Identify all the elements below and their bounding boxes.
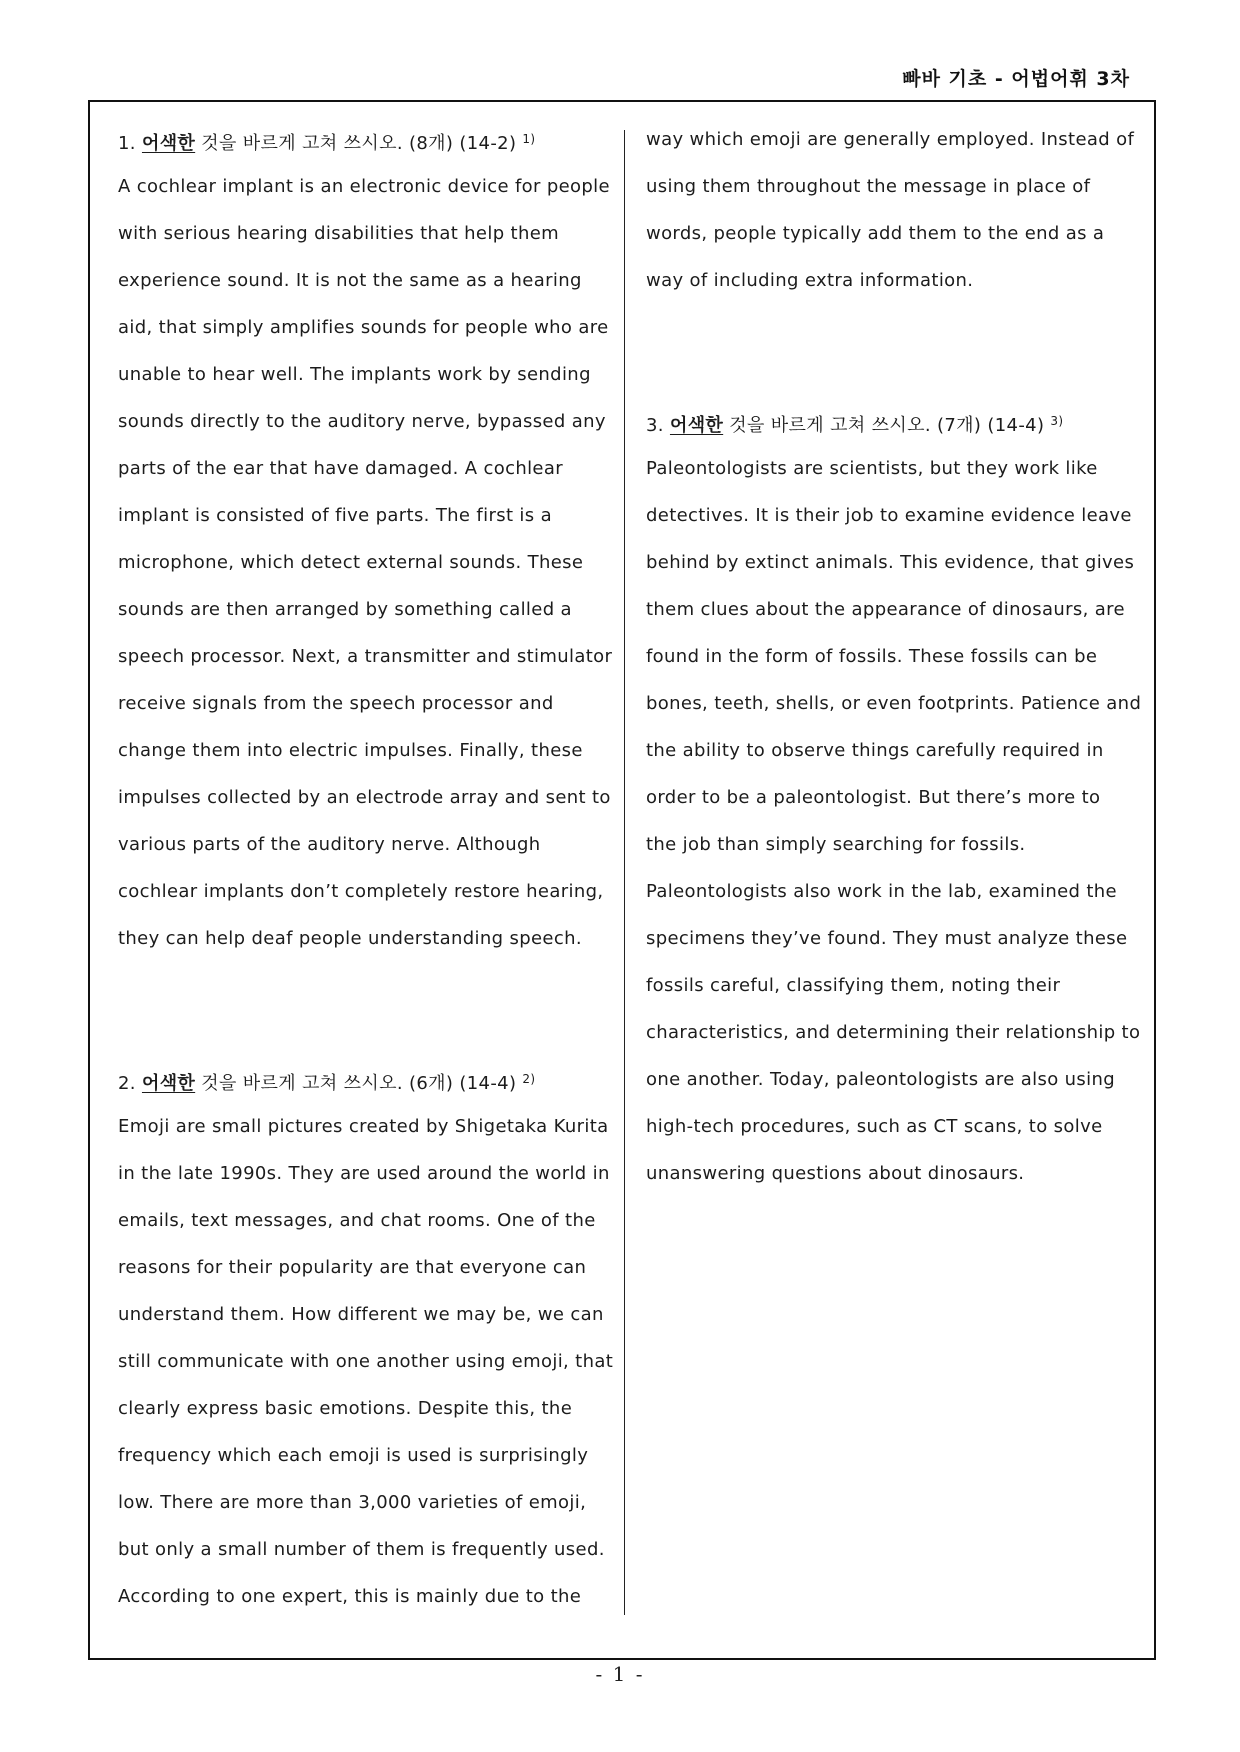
- column-divider: [624, 130, 625, 1615]
- page-number: - 1 -: [595, 1662, 645, 1686]
- question-2-passage-continued: [646, 116, 1136, 304]
- question-2-instruction: 것을 바르게 고쳐 쓰시오. (6개) (14-4): [195, 1073, 517, 1094]
- passage-line: with serious hearing disabilities that help them: [118, 223, 560, 244]
- passage-line: they can help deaf people understanding speech.: [118, 928, 582, 949]
- passage-line: cochlear implants don’t completely restore hearing,: [118, 881, 604, 902]
- passage-line: high-tech procedures, such as CT scans, to solve: [646, 1116, 1103, 1137]
- passage-line: in the late 1990s. They are used around the world in: [118, 1163, 610, 1184]
- passage-line: using them throughout the message in place of: [646, 176, 1091, 197]
- question-1-footnote: 1): [522, 132, 536, 146]
- passage-line: unable to hear well. The implants work by sending: [118, 364, 591, 385]
- passage-line: found in the form of fossils. These fossils can be: [646, 646, 1098, 667]
- question-2-footnote: 2): [522, 1072, 536, 1086]
- passage-line: understand them. How different we may be, we can: [118, 1304, 604, 1325]
- passage-line: parts of the ear that have damaged. A cochlear: [118, 458, 563, 479]
- question-2-heading: [118, 1056, 608, 1103]
- question-2-number: 2.: [118, 1073, 136, 1094]
- passage-line: frequency which each emoji is used is surprisingly: [118, 1445, 589, 1466]
- question-spacer: [646, 304, 1136, 398]
- passage-line: the ability to observe things carefully required in: [646, 740, 1104, 761]
- passage-line: way of including extra information.: [646, 270, 974, 291]
- passage-line: clearly express basic emotions. Despite this, the: [118, 1398, 573, 1419]
- passage-line: still communicate with one another using emoji, that: [118, 1351, 614, 1372]
- question-1-number: 1.: [118, 133, 136, 154]
- passage-line: Emoji are small pictures created by Shigetaka Kurita: [118, 1116, 609, 1137]
- passage-line: behind by extinct animals. This evidence, that gives: [646, 552, 1135, 573]
- passage-line: low. There are more than 3,000 varieties of emoji,: [118, 1492, 587, 1513]
- passage-line: reasons for their popularity are that everyone can: [118, 1257, 587, 1278]
- passage-line: microphone, which detect external sounds. These: [118, 552, 584, 573]
- question-2-passage: [118, 1103, 614, 1620]
- passage-line: Paleontologists also work in the lab, examined the: [646, 881, 1117, 902]
- passage-line: specimens they’ve found. They must analyze these: [646, 928, 1128, 949]
- passage-line: but only a small number of them is frequently used.: [118, 1539, 605, 1560]
- passage-line: detectives. It is their job to examine evidence leave: [646, 505, 1132, 526]
- passage-line: experience sound. It is not the same as a hearing: [118, 270, 582, 291]
- passage-line: sounds directly to the auditory nerve, bypassed any: [118, 411, 606, 432]
- question-3-heading: [646, 398, 1136, 445]
- passage-line: fossils careful, classifying them, noting their: [646, 975, 1061, 996]
- passage-line: bones, teeth, shells, or even footprints. Patience and: [646, 693, 1142, 714]
- question-3-instruction: 것을 바르게 고쳐 쓰시오. (7개) (14-4): [723, 415, 1045, 436]
- question-spacer: [118, 962, 608, 1056]
- passage-line: speech processor. Next, a transmitter and stimulator: [118, 646, 613, 667]
- passage-line: them clues about the appearance of dinosaurs, are: [646, 599, 1125, 620]
- passage-line: sounds are then arranged by something called a: [118, 599, 572, 620]
- passage-line: change them into electric impulses. Finally, these: [118, 740, 583, 761]
- document-header-title: 빠바 기초 - 어법어휘 3차: [902, 68, 1130, 90]
- question-1-instruction: 것을 바르게 고쳐 쓰시오. (8개) (14-2): [195, 133, 517, 154]
- passage-line: Paleontologists are scientists, but they work like: [646, 458, 1098, 479]
- passage-line: order to be a paleontologist. But there’s more to: [646, 787, 1101, 808]
- passage-line: According to one expert, this is mainly due to the: [118, 1586, 582, 1607]
- question-1-passage: [118, 163, 613, 962]
- passage-line: way which emoji are generally employed. Instead of: [646, 129, 1135, 150]
- left-column: [118, 116, 614, 1620]
- passage-line: one another. Today, paleontologists are also using: [646, 1069, 1115, 1090]
- passage-line: implant is consisted of five parts. The first is a: [118, 505, 552, 526]
- passage-line: characteristics, and determining their relationship to: [646, 1022, 1141, 1043]
- passage-line: unanswering questions about dinosaurs.: [646, 1163, 1025, 1184]
- passage-line: emails, text messages, and chat rooms. One of the: [118, 1210, 596, 1231]
- question-3-number: 3.: [646, 415, 664, 436]
- question-1-heading: [118, 116, 608, 163]
- passage-line: impulses collected by an electrode array and sent to: [118, 787, 611, 808]
- right-column: [646, 116, 1142, 1197]
- question-3-emphasis: 어색한: [669, 415, 724, 436]
- passage-line: the job than simply searching for fossils.: [646, 834, 1026, 855]
- passage-line: aid, that simply amplifies sounds for people who are: [118, 317, 609, 338]
- passage-line: receive signals from the speech processor and: [118, 693, 554, 714]
- question-1-emphasis: 어색한: [141, 133, 196, 154]
- question-3-passage: [646, 445, 1142, 1197]
- passage-line: words, people typically add them to the end as a: [646, 223, 1105, 244]
- passage-line: A cochlear implant is an electronic device for people: [118, 176, 610, 197]
- question-2-emphasis: 어색한: [141, 1073, 196, 1094]
- passage-line: various parts of the auditory nerve. Although: [118, 834, 541, 855]
- question-3-footnote: 3): [1050, 414, 1064, 428]
